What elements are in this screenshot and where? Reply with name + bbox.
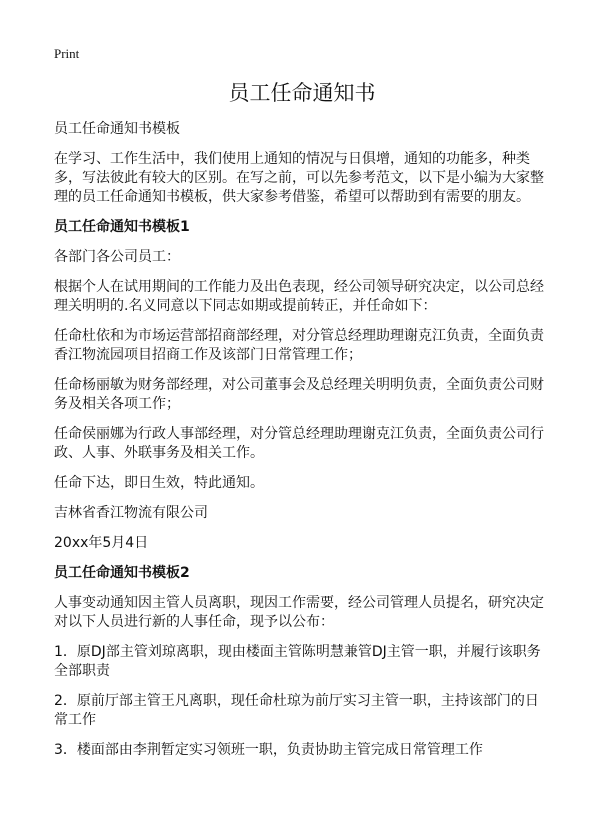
salutation: 各部门各公司员工： <box>54 249 180 265</box>
list-item: 2．原前厅部主管王凡离职，现任命杜琼为前厅实习主管一职，主持该部门的日常工作 <box>54 693 539 728</box>
page-title: 员工任命通知书 <box>228 81 376 105</box>
section-heading-1: 员工任命通知书模板1 <box>54 219 190 235</box>
paragraph: 根据个人在试用期间的工作能力及出色表现，经公司领导研究决定，以公司总经理关明明的.名义同意以下同志如期或提前转正，并任命如下： <box>54 279 544 314</box>
paragraph: 任命杨丽敏为财务部经理，对公司董事会及总经理关明明负责，全面负责公司财务及相关各项工作； <box>54 377 544 412</box>
paragraph: 任命侯丽娜为行政人事部经理，对分管总经理助理谢克江负责，全面负责公司行政、人事、外联事务及相关工作。 <box>54 426 544 461</box>
company-signature: 吉林省香江物流有限公司 <box>54 505 208 521</box>
paragraph: 任命杜依和为市场运营部招商部经理，对分管总经理助理谢克江负责，全面负责香江物流园项目招商工作及该部门日常管理工作； <box>54 328 544 363</box>
document-subtitle: 员工任命通知书模板 <box>54 121 180 137</box>
document <box>54 46 550 771</box>
paragraph: 任命下达，即日生效，特此通知。 <box>54 475 264 491</box>
list-item: 1．原DJ部主管刘琼离职，现由楼面主管陈明慧兼管DJ主管一职，并履行该职务全部职责 <box>54 644 541 679</box>
paragraph: 人事变动通知因主管人员离职，现因工作需要，经公司管理人员提名，研究决定对以下人员进行新的人事任命，现予以公布： <box>54 595 544 630</box>
section-heading-2: 员工任命通知书模板2 <box>54 565 190 581</box>
print-link[interactable]: Print <box>54 46 80 61</box>
intro-paragraph: 在学习、工作生活中，我们使用上通知的情况与日俱增，通知的功能多，种类多，写法彼此有较大的区别。在写之前，可以先参考范文，以下是小编为大家整理的员工任命通知书模板，供大家参考借鉴，希望可以帮助到有需要的朋友。 <box>54 151 544 205</box>
list-item: 3．楼面部由李荆暂定实习领班一职，负责协助主管完成日常管理工作 <box>54 742 483 758</box>
date: 20xx年5月4日 <box>54 535 149 551</box>
